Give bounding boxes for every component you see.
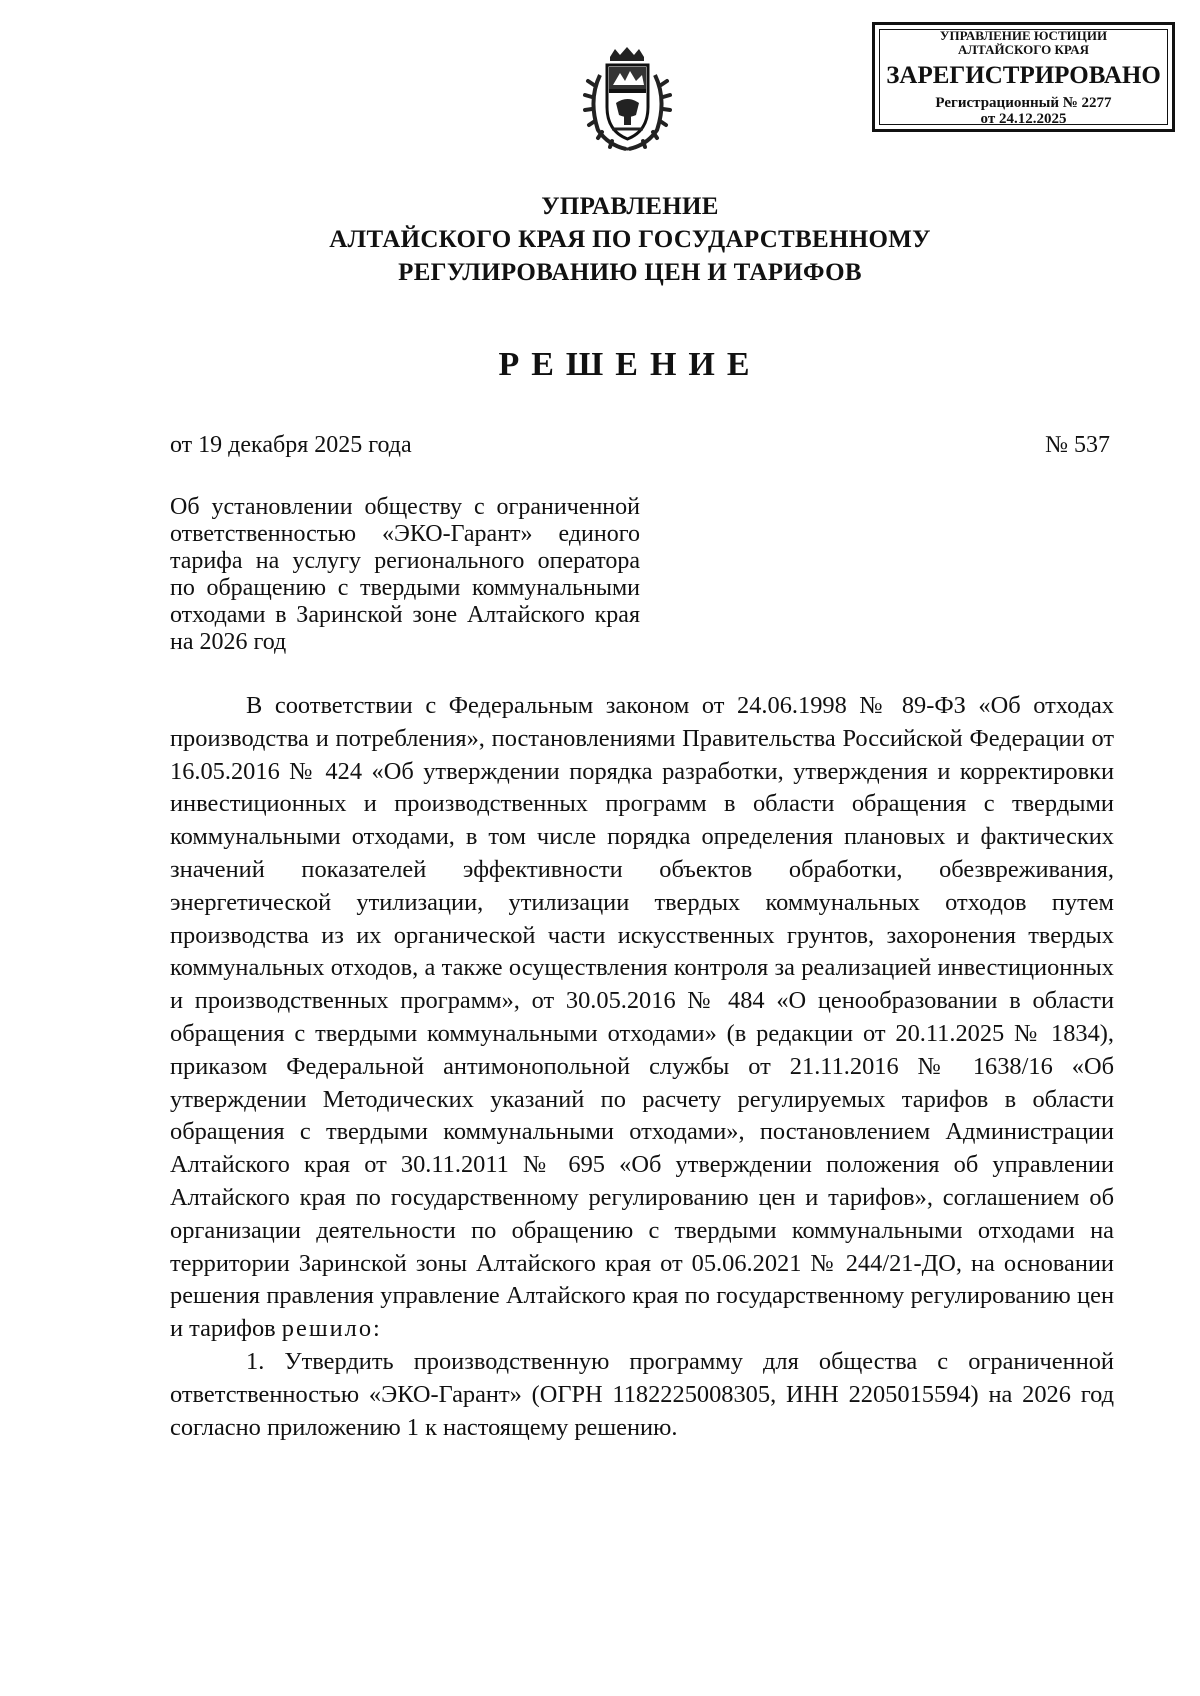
document-type-title: РЕШЕНИЕ (498, 346, 762, 383)
decision-body (170, 690, 1114, 1444)
decision-number: № 537 (1045, 432, 1110, 458)
org-line-1: УПРАВЛЕНИЕ (541, 193, 719, 220)
item-1-paragraph: 1. Утвердить производственную программу для общества с ограниченной ответственностью «ЭКО-Гарант» (ОГРН 1182225008305, ИНН 2205015594) на 2026 год согласно приложению 1 к настоящему решению. (170, 1347, 1114, 1441)
decision-subject: Об установлении обществу с ограниченной ответственностью «ЭКО-Гарант» единого тарифа на услугу регионального оператора по обращению с твердыми коммунальными отходами в Заринской зоне Алтайского края на 2026 год (170, 494, 640, 655)
stamp-department: УПРАВЛЕНИЕ ЮСТИЦИИ АЛТАЙСКОГО КРАЯ (939, 28, 1108, 57)
org-line-3: РЕГУЛИРОВАНИЮ ЦЕН И ТАРИФОВ (398, 259, 862, 286)
registration-stamp (872, 22, 1175, 132)
preamble-paragraph (170, 690, 1114, 1346)
coat-of-arms-icon (580, 45, 675, 155)
decided-word: решило: (281, 1315, 382, 1343)
preamble-text: В соответствии с Федеральным законом от 24.06.1998 № 89-ФЗ «Об отходах производства и потребления», постановлениями Правительства Российской Федерации от 16.05.2016 № 424 «Об утверждении порядка разработки, утверждения и корректировки инвестиционных и производственных программ в области обращения с твердыми коммунальными отходами, в том числе порядка определения плановых и фактических значений показателей эффективности объектов обработки, обезвреживания, энергетической утилизации, утилизации твердых коммунальных отходов путем производства из их органической части искусственных грунтов, захоронения твердых коммунальных отходов, а также осуществления контроля за реализацией инвестиционных и производственных программ», от 30.05.2016 № 484 «О ценообразовании в области обращения с твердыми коммунальными отходами» (в редакции от 20.11.2025 № 1834), приказом Федеральной антимонопольной службы от 21.11.2016 № 1638/16 «Об утверждении Методических указаний по расчету регулируемых тарифов в области обращения с твердыми коммунальными отходами», постановлением Администрации Алтайского края от 30.11.2011 № 695 «Об утверждении положения об управлении Алтайского края по государственному регулированию цен и тарифов», соглашением об организации деятельности по обращению с твердыми коммунальными отходами на территории Заринской зоны Алтайского края от 05.06.2021 № 244/21-ДО, на основании решения правления управление Алтайского края по государственному регулированию цен и тарифов (170, 692, 1114, 1343)
stamp-status: ЗАРЕГИСТРИРОВАНО (886, 62, 1161, 89)
organization-header (200, 190, 1060, 289)
decision-date: от 19 декабря 2025 года (170, 432, 412, 458)
stamp-reg-number: Регистрационный № 2277 (935, 95, 1112, 111)
org-line-2: АЛТАЙСКОГО КРАЯ ПО ГОСУДАРСТВЕННОМУ (329, 226, 931, 253)
stamp-reg-date: от 24.12.2025 (980, 111, 1067, 127)
